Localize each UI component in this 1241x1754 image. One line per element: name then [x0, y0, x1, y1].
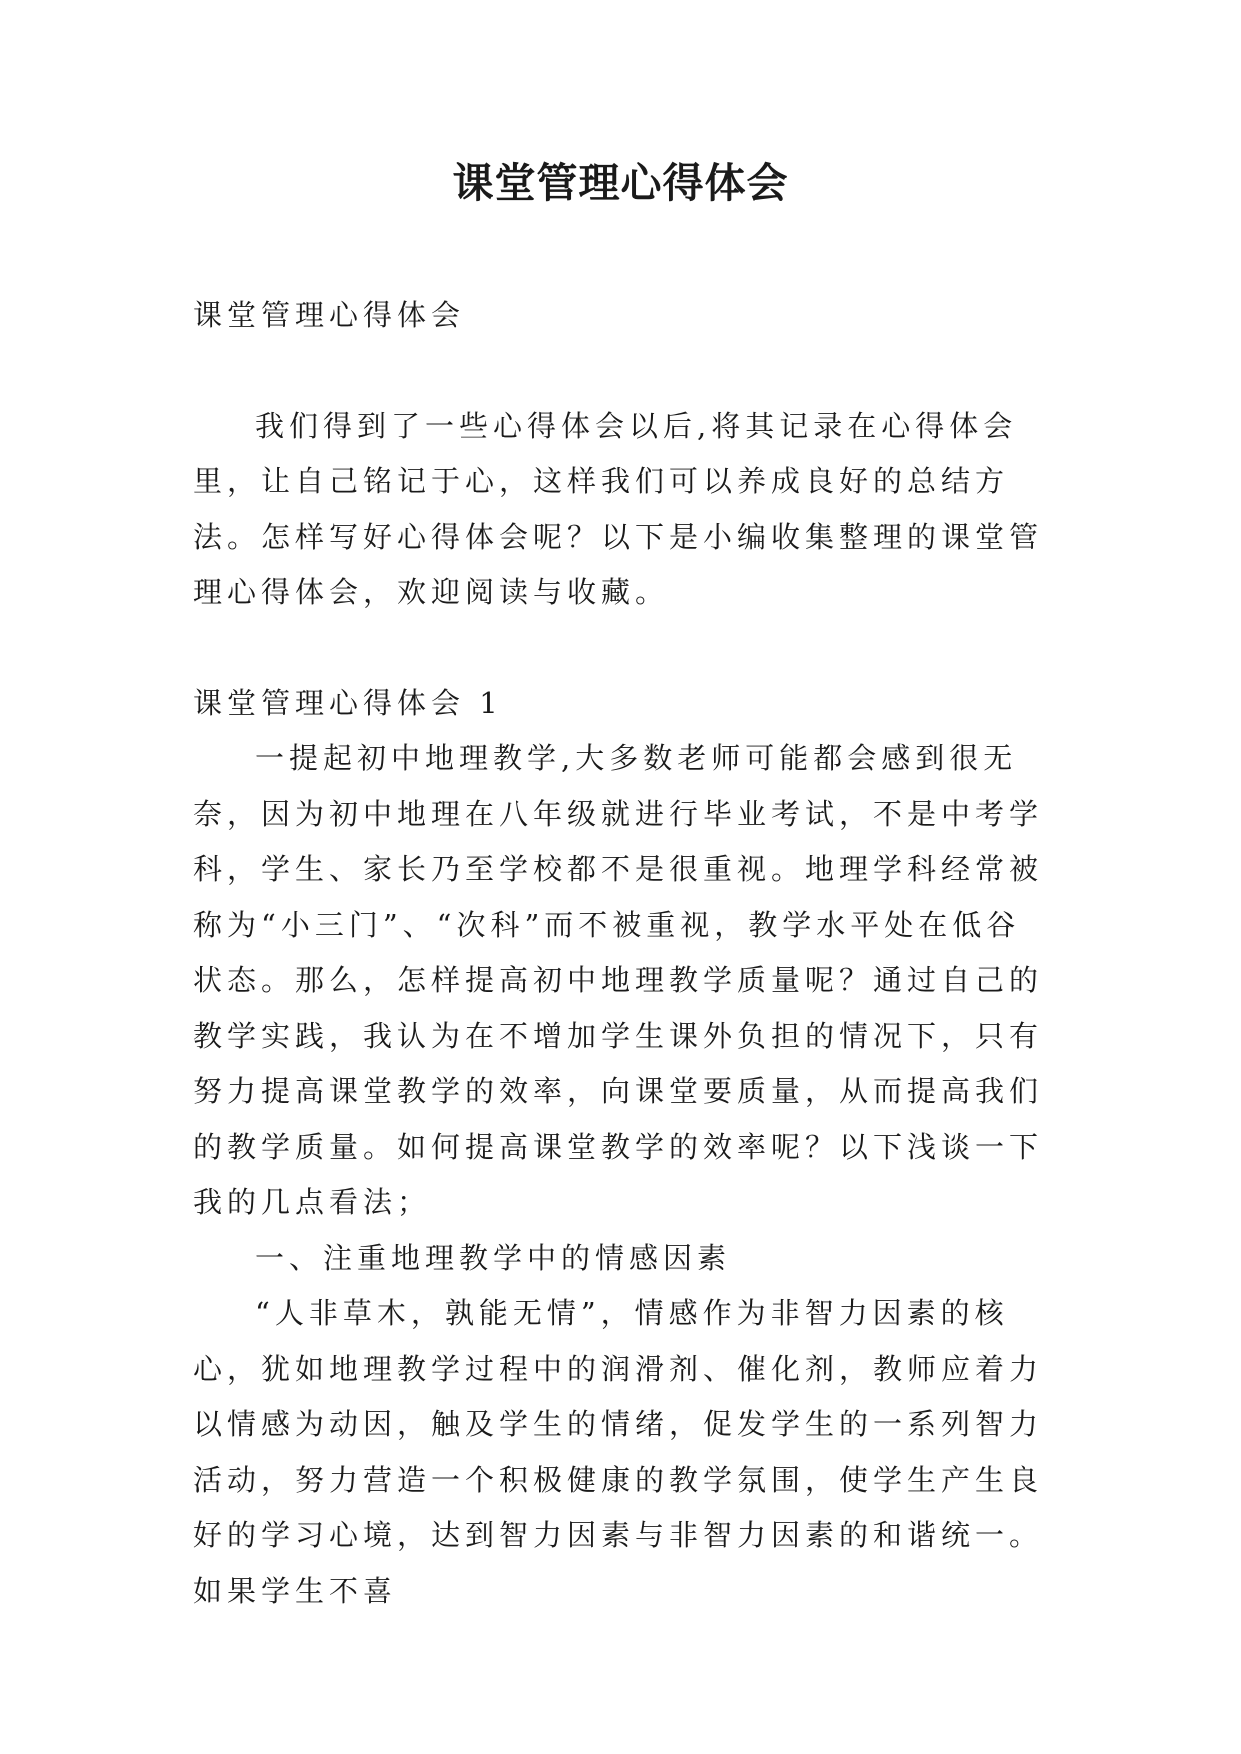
section-title: 课堂管理心得体会 1 — [193, 685, 503, 720]
document-title: 课堂管理心得体会 — [452, 159, 789, 207]
body-paragraph: “人非草木，孰能无情”，情感作为非智力因素的核心，犹如地理教学过程中的润滑剂、催化剂，教师应着力以情感为动因，触及学生的情绪，促发学生的一系列智力活动，努力营造一个积极健康的教学氛围，使学生产生良好的学习心境，达到智力因素与非智力因素的和谐统一。如果学生不喜 — [193, 1296, 1044, 1608]
body-paragraph: 一提起初中地理教学,大多数老师可能都会感到很无奈，因为初中地理在八年级就进行毕业考试，不是中考学科，学生、家长乃至学校都不是很重视。地理学科经常被称为“小三门”、“次科”而不被重视，教学水平处在低谷状态。那么，怎样提高初中地理教学质量呢？通过自己的教学实践，我认为在不增加学生课外负担的情况下，只有努力提高课堂教学的效率，向课堂要质量，从而提高我们的教学质量。如何提高课堂教学的效率呢？以下浅谈一下我的几点看法； — [193, 741, 1044, 1219]
document-body — [193, 288, 1053, 1619]
section-heading: 一、注重地理教学中的情感因素 — [255, 1240, 732, 1275]
document-subtitle: 课堂管理心得体会 — [193, 298, 466, 332]
intro-paragraph: 我们得到了一些心得体会以后,将其记录在心得体会里，让自己铭记于心，这样我们可以养成良好的总结方法。怎样写好心得体会呢？以下是小编收集整理的课堂管理心得体会，欢迎阅读与收藏。 — [193, 408, 1044, 609]
